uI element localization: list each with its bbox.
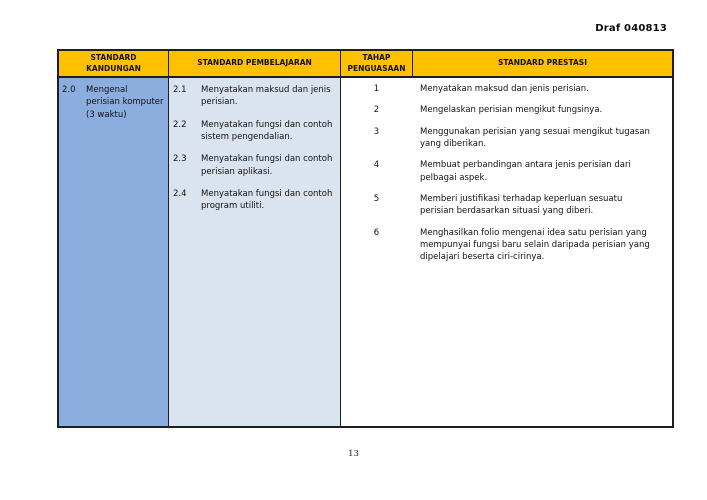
prestasi-text: Mengelaskan perisian mengikut fungsinya. — [420, 105, 603, 116]
draft-version-label: Draf 040813 — [595, 23, 667, 34]
pembelajaran-item-number: 2.1 — [173, 85, 187, 95]
prestasi-level: 5 — [373, 193, 380, 204]
pembelajaran-item-number: 2.3 — [173, 154, 187, 165]
header-standard-prestasi — [413, 51, 672, 76]
prestasi-text: Membuat perbandingan antara jenis perisian dari pelbagai aspek. — [420, 160, 631, 183]
header-tahap-penguasaan — [341, 51, 413, 76]
cell-standard-kandungan — [59, 78, 169, 426]
pembelajaran-item-text: Menyatakan fungsi dan contoh perisian aplikasi. — [201, 154, 333, 177]
prestasi-item — [341, 159, 654, 184]
prestasi-level: 2 — [373, 105, 380, 116]
pembelajaran-item-number: 2.4 — [173, 188, 187, 199]
prestasi-item — [341, 227, 654, 264]
header-tahap-penguasaan-label: TAHAP PENGUASAAN — [347, 53, 406, 73]
pembelajaran-item — [173, 153, 336, 178]
kandungan-item — [62, 84, 165, 121]
pembelajaran-item — [173, 119, 336, 144]
prestasi-level: 3 — [373, 126, 380, 137]
header-standard-pembelajaran-label: STANDARD PEMBELAJARAN — [197, 58, 312, 68]
table-header-row — [59, 51, 672, 78]
prestasi-level: 6 — [373, 227, 380, 238]
prestasi-item — [341, 83, 654, 95]
pembelajaran-item-text: Menyatakan fungsi dan contoh program utiliti. — [201, 188, 333, 212]
page-number: 13 — [348, 449, 359, 459]
table-body-row — [59, 78, 672, 426]
prestasi-item — [341, 126, 654, 151]
pembelajaran-item-text: Menyatakan maksud dan jenis perisian. — [201, 85, 331, 108]
prestasi-text: Memberi justifikasi terhadap keperluan sesuatu perisian berdasarkan situasi yang diberi. — [420, 193, 623, 217]
prestasi-level: 4 — [373, 160, 380, 171]
prestasi-item — [341, 193, 654, 218]
curriculum-standards-table — [57, 49, 674, 428]
pembelajaran-item — [173, 84, 336, 109]
kandungan-item-number: 2.0 — [62, 85, 76, 95]
header-standard-kandungan-label: STANDARD KANDUNGAN — [86, 53, 141, 73]
pembelajaran-item-text: Menyatakan fungsi dan contoh sistem pengendalian. — [201, 119, 333, 142]
prestasi-text: Menghasilkan folio mengenai idea satu perisian yang mempunyai fungsi baru selain daripada perisian yang dipelajari beserta ciri-cirinya. — [420, 227, 650, 263]
kandungan-item-text: Mengenal perisian komputer (3 waktu) — [86, 85, 164, 120]
header-standard-kandungan — [59, 51, 169, 76]
header-standard-prestasi-label: STANDARD PRESTASI — [498, 58, 587, 68]
prestasi-level: 1 — [373, 84, 380, 94]
header-standard-pembelajaran — [169, 51, 341, 76]
cell-standard-pembelajaran — [169, 78, 341, 426]
pembelajaran-item-number: 2.2 — [173, 119, 187, 130]
prestasi-text: Menggunakan perisian yang sesuai mengikut tugasan yang diberikan. — [420, 126, 650, 149]
prestasi-text: Menyatakan maksud dan jenis perisian. — [420, 84, 589, 94]
cell-tahap-prestasi — [341, 78, 672, 426]
prestasi-item — [341, 104, 654, 116]
pembelajaran-item — [173, 188, 336, 213]
